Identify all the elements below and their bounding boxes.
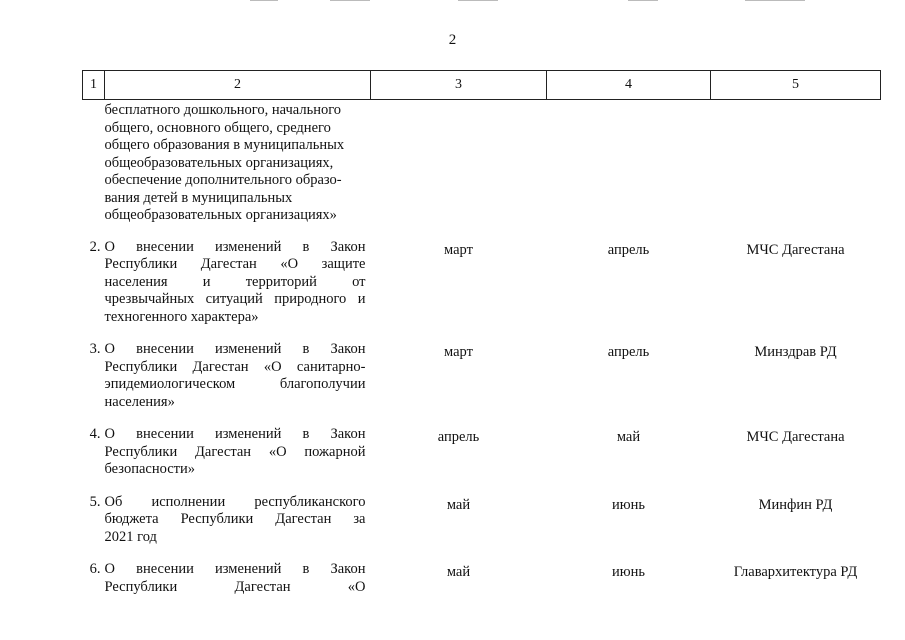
table-row (83, 239, 881, 342)
top-fragment-line (628, 0, 658, 1)
item-col4: июнь (612, 564, 645, 580)
item-number: 3. (89, 341, 101, 357)
item-number: 5. (89, 493, 101, 510)
table-row (83, 561, 881, 611)
table-row-continuation (83, 100, 881, 239)
header-cell-2: 2 (105, 71, 371, 100)
item-col5: Минздрав РД (754, 344, 837, 360)
item-col3: май (446, 496, 471, 513)
top-fragment-line (458, 0, 498, 1)
table-row (83, 426, 881, 494)
page-number: 2 (448, 32, 457, 48)
item-col3: май (446, 564, 471, 580)
header-cell-4: 4 (547, 71, 711, 100)
table-row (83, 341, 881, 426)
item-col4: июнь (612, 496, 645, 513)
item-title: О внесении изменений в Закон Республики Дагестан «О пожарной безопасности» (104, 426, 366, 477)
top-fragment-line (745, 0, 805, 1)
item-title: О внесении изменений в Закон Республики Дагестан «О защите населения и территорий от чрезвычайных ситуаций природного и техногенного характера» (104, 238, 366, 325)
plan-table (82, 70, 881, 611)
item-col4: апрель (607, 241, 650, 258)
table-row (83, 494, 881, 562)
item-col5: Главархитектура РД (733, 564, 858, 580)
header-cell-1: 1 (83, 71, 105, 100)
item-col4: апрель (607, 344, 650, 360)
top-fragment-line (330, 0, 370, 1)
table-header-row (83, 71, 881, 100)
item-col3: март (444, 241, 473, 258)
header-cell-5: 5 (711, 71, 881, 100)
item-col5: МЧС Дагестана (746, 429, 845, 445)
item-number: 4. (89, 426, 101, 442)
item-title: О внесении изменений в Закон Республики Дагестан «О санитарно- эпидемиологическом благополучии населения» (104, 341, 366, 410)
item-col5: Минфин РД (758, 496, 833, 513)
item-col5: МЧС Дагестана (746, 241, 845, 258)
item-title: Об исполнении республиканского бюджета Республики Дагестан за 2021 год (104, 493, 366, 545)
item-title: бесплатного дошкольного, начального общего, основного общего, среднего общего образования в муниципальных общеобразовательных организациях, обеспечение дополнительного образо- вания детей в муниципальных общеобразовательных организациях» (104, 102, 345, 223)
item-col4: май (616, 429, 641, 445)
item-col3: апрель (437, 429, 480, 445)
item-number: 2. (89, 238, 101, 255)
header-cell-3: 3 (371, 71, 547, 100)
item-col3: март (444, 344, 473, 360)
item-number: 6. (89, 561, 101, 577)
top-fragment-line (250, 0, 278, 1)
item-title: О внесении изменений в Закон Республики Дагестан «О (104, 561, 366, 595)
